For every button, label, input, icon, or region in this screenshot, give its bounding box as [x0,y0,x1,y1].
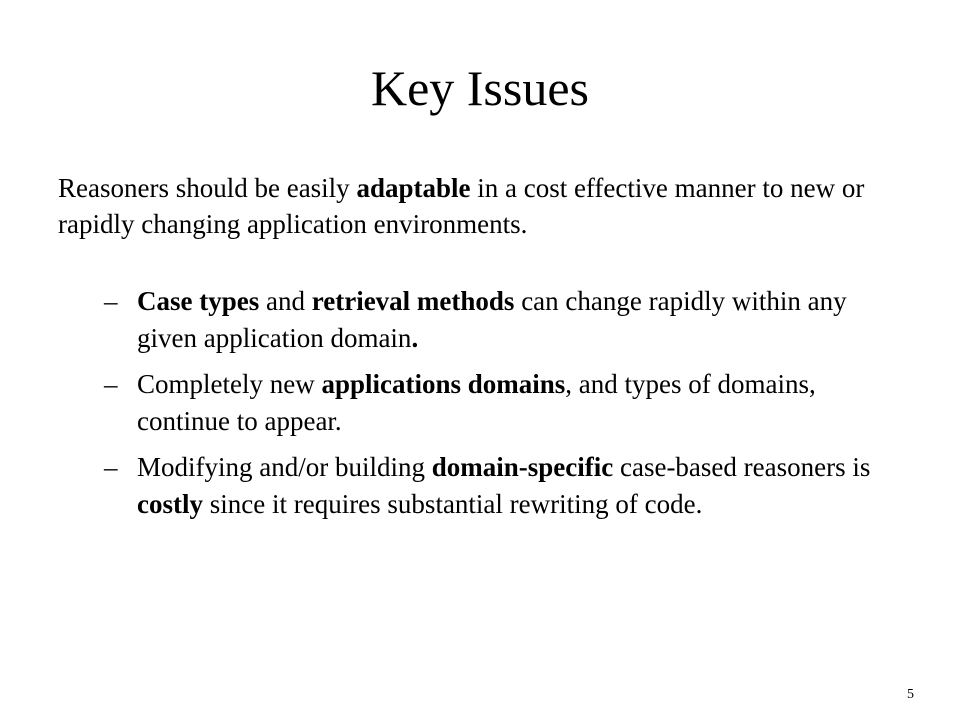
bullet-text: since it requires substantial rewriting of code. [202,489,703,519]
intro-paragraph [58,170,908,242]
bullet-bold-costly: costly [137,489,203,519]
bullet-text: Modifying and/or building [137,452,432,482]
bullet-dash: – [104,286,118,316]
bullet-item-new-domains [104,366,894,440]
bullet-text: and [259,286,312,316]
bullet-bold-period: . [411,323,419,353]
slide-title: Key Issues [370,60,590,116]
bullet-list [104,283,894,532]
bullet-bold-applications-domains: applications domains [321,369,566,399]
bullet-item-costly [104,449,894,523]
bullet-text: , and types of domains, continue to appear. [137,369,816,436]
bullet-bold-retrieval-methods: retrieval methods [311,286,515,316]
bullet-text: can change rapidly within any given application domain [137,286,847,353]
page-number: 5 [907,687,914,702]
bullet-item-case-types [104,283,894,357]
intro-text-1: Reasoners should be easily [58,173,357,203]
bullet-text: Completely new [137,369,322,399]
intro-text-2: in a cost effective manner to new or rapidly changing application environments. [58,173,865,239]
intro-bold-adaptable: adaptable [356,173,471,203]
bullet-dash: – [104,452,118,482]
bullet-bold-domain-specific: domain-specific [431,452,614,482]
bullet-text: case-based reasoners is [613,452,871,482]
bullet-dash: – [104,369,118,399]
bullet-bold-case-types: Case types [137,286,260,316]
